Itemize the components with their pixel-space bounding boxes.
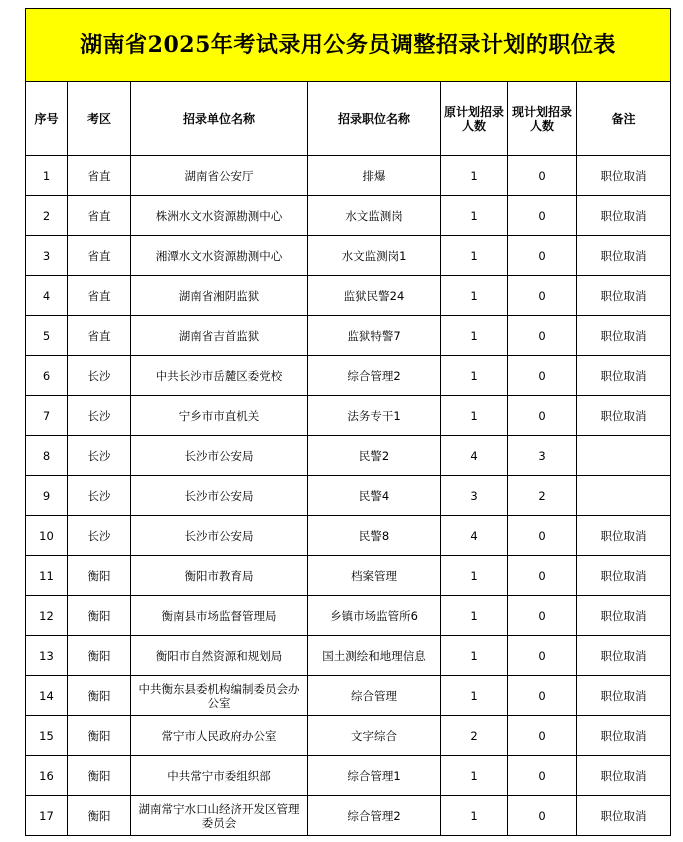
table-row: [26, 476, 671, 516]
header-area: 考区: [68, 82, 131, 156]
cell-seq: 15: [26, 716, 68, 756]
cell-original: 4: [441, 436, 508, 476]
cell-seq: 16: [26, 756, 68, 796]
cell-unit: 宁乡市市直机关: [131, 396, 308, 436]
cell-position: 监狱民警24: [308, 276, 441, 316]
cell-seq: 13: [26, 636, 68, 676]
cell-unit: 湖南常宁水口山经济开发区管理委员会: [131, 796, 308, 836]
cell-original: 1: [441, 356, 508, 396]
cell-area: 衡阳: [68, 676, 131, 716]
cell-remark: 职位取消: [577, 236, 671, 276]
cell-seq: 11: [26, 556, 68, 596]
cell-position: 水文监测岗1: [308, 236, 441, 276]
header-remark: 备注: [577, 82, 671, 156]
cell-current: 0: [508, 396, 577, 436]
cell-unit: 湖南省公安厅: [131, 156, 308, 196]
header-position: 招录职位名称: [308, 82, 441, 156]
table-row: [26, 436, 671, 476]
cell-current: 0: [508, 676, 577, 716]
cell-area: 长沙: [68, 396, 131, 436]
cell-seq: 10: [26, 516, 68, 556]
cell-remark: 职位取消: [577, 196, 671, 236]
cell-current: 0: [508, 276, 577, 316]
cell-position: 乡镇市场监管所6: [308, 596, 441, 636]
cell-original: 1: [441, 156, 508, 196]
cell-area: 省直: [68, 276, 131, 316]
header-unit: 招录单位名称: [131, 82, 308, 156]
cell-current: 0: [508, 556, 577, 596]
table-row: [26, 396, 671, 436]
cell-current: 0: [508, 716, 577, 756]
cell-area: 长沙: [68, 476, 131, 516]
cell-remark: 职位取消: [577, 596, 671, 636]
table-row: [26, 636, 671, 676]
cell-area: 长沙: [68, 436, 131, 476]
cell-position: 民警2: [308, 436, 441, 476]
cell-area: 衡阳: [68, 636, 131, 676]
position-table: [25, 8, 671, 836]
cell-unit: 衡阳市教育局: [131, 556, 308, 596]
cell-original: 4: [441, 516, 508, 556]
cell-original: 1: [441, 396, 508, 436]
table-row: [26, 196, 671, 236]
table-row: [26, 756, 671, 796]
cell-current: 0: [508, 196, 577, 236]
cell-position: 文字综合: [308, 716, 441, 756]
cell-current: 0: [508, 236, 577, 276]
table-row: [26, 236, 671, 276]
cell-current: 0: [508, 596, 577, 636]
cell-current: 0: [508, 156, 577, 196]
cell-unit: 长沙市公安局: [131, 516, 308, 556]
cell-area: 长沙: [68, 356, 131, 396]
cell-remark: 职位取消: [577, 316, 671, 356]
table-row: [26, 716, 671, 756]
cell-position: 档案管理: [308, 556, 441, 596]
cell-remark: 职位取消: [577, 716, 671, 756]
cell-area: 衡阳: [68, 716, 131, 756]
cell-area: 省直: [68, 316, 131, 356]
cell-position: 法务专干1: [308, 396, 441, 436]
cell-position: 综合管理: [308, 676, 441, 716]
table-row: [26, 356, 671, 396]
cell-unit: 长沙市公安局: [131, 436, 308, 476]
cell-area: 省直: [68, 196, 131, 236]
cell-area: 长沙: [68, 516, 131, 556]
cell-unit: 常宁市人民政府办公室: [131, 716, 308, 756]
cell-position: 监狱特警7: [308, 316, 441, 356]
cell-seq: 17: [26, 796, 68, 836]
cell-position: 排爆: [308, 156, 441, 196]
cell-area: 衡阳: [68, 596, 131, 636]
table-row: [26, 676, 671, 716]
cell-original: 1: [441, 316, 508, 356]
cell-unit: 湖南省吉首监狱: [131, 316, 308, 356]
table-row: [26, 796, 671, 836]
cell-seq: 9: [26, 476, 68, 516]
cell-seq: 14: [26, 676, 68, 716]
cell-seq: 5: [26, 316, 68, 356]
cell-position: 综合管理2: [308, 356, 441, 396]
cell-area: 省直: [68, 236, 131, 276]
cell-position: 综合管理2: [308, 796, 441, 836]
cell-unit: 衡阳市自然资源和规划局: [131, 636, 308, 676]
cell-unit: 株洲水文水资源勘测中心: [131, 196, 308, 236]
cell-seq: 7: [26, 396, 68, 436]
cell-remark: 职位取消: [577, 396, 671, 436]
cell-remark: 职位取消: [577, 356, 671, 396]
cell-unit: 中共衡东县委机构编制委员会办公室: [131, 676, 308, 716]
cell-seq: 4: [26, 276, 68, 316]
cell-seq: 3: [26, 236, 68, 276]
cell-unit: 湖南省湘阴监狱: [131, 276, 308, 316]
cell-unit: 湘潭水文水资源勘测中心: [131, 236, 308, 276]
cell-original: 1: [441, 196, 508, 236]
cell-current: 0: [508, 756, 577, 796]
header-seq: 序号: [26, 82, 68, 156]
cell-remark: 职位取消: [577, 636, 671, 676]
cell-current: 0: [508, 356, 577, 396]
table-row: [26, 556, 671, 596]
cell-remark: 职位取消: [577, 516, 671, 556]
cell-remark: 职位取消: [577, 156, 671, 196]
cell-remark: [577, 436, 671, 476]
table-row: [26, 316, 671, 356]
cell-original: 1: [441, 756, 508, 796]
cell-area: 衡阳: [68, 756, 131, 796]
cell-unit: 中共常宁市委组织部: [131, 756, 308, 796]
cell-original: 2: [441, 716, 508, 756]
cell-original: 1: [441, 596, 508, 636]
cell-remark: 职位取消: [577, 676, 671, 716]
cell-current: 3: [508, 436, 577, 476]
cell-original: 1: [441, 556, 508, 596]
table-row: [26, 596, 671, 636]
cell-original: 1: [441, 276, 508, 316]
cell-unit: 长沙市公安局: [131, 476, 308, 516]
header-row: [26, 82, 671, 156]
cell-original: 3: [441, 476, 508, 516]
cell-remark: 职位取消: [577, 756, 671, 796]
header-original: 原计划招录人数: [441, 82, 508, 156]
cell-seq: 12: [26, 596, 68, 636]
cell-unit: 衡南县市场监督管理局: [131, 596, 308, 636]
cell-current: 0: [508, 796, 577, 836]
cell-current: 0: [508, 516, 577, 556]
cell-current: 0: [508, 316, 577, 356]
cell-seq: 8: [26, 436, 68, 476]
header-current: 现计划招录人数: [508, 82, 577, 156]
cell-current: 0: [508, 636, 577, 676]
cell-area: 衡阳: [68, 556, 131, 596]
cell-area: 衡阳: [68, 796, 131, 836]
cell-original: 1: [441, 636, 508, 676]
cell-position: 民警8: [308, 516, 441, 556]
table-row: [26, 156, 671, 196]
cell-remark: 职位取消: [577, 276, 671, 316]
cell-seq: 6: [26, 356, 68, 396]
cell-seq: 1: [26, 156, 68, 196]
cell-remark: 职位取消: [577, 796, 671, 836]
table-row: [26, 516, 671, 556]
cell-current: 2: [508, 476, 577, 516]
cell-remark: [577, 476, 671, 516]
cell-position: 水文监测岗: [308, 196, 441, 236]
cell-unit: 中共长沙市岳麓区委党校: [131, 356, 308, 396]
cell-position: 国土测绘和地理信息: [308, 636, 441, 676]
cell-remark: 职位取消: [577, 556, 671, 596]
cell-position: 综合管理1: [308, 756, 441, 796]
table-row: [26, 276, 671, 316]
page-title: 湖南省2025年考试录用公务员调整招录计划的职位表: [26, 9, 671, 82]
cell-seq: 2: [26, 196, 68, 236]
cell-area: 省直: [68, 156, 131, 196]
cell-original: 1: [441, 676, 508, 716]
cell-position: 民警4: [308, 476, 441, 516]
cell-original: 1: [441, 236, 508, 276]
cell-original: 1: [441, 796, 508, 836]
